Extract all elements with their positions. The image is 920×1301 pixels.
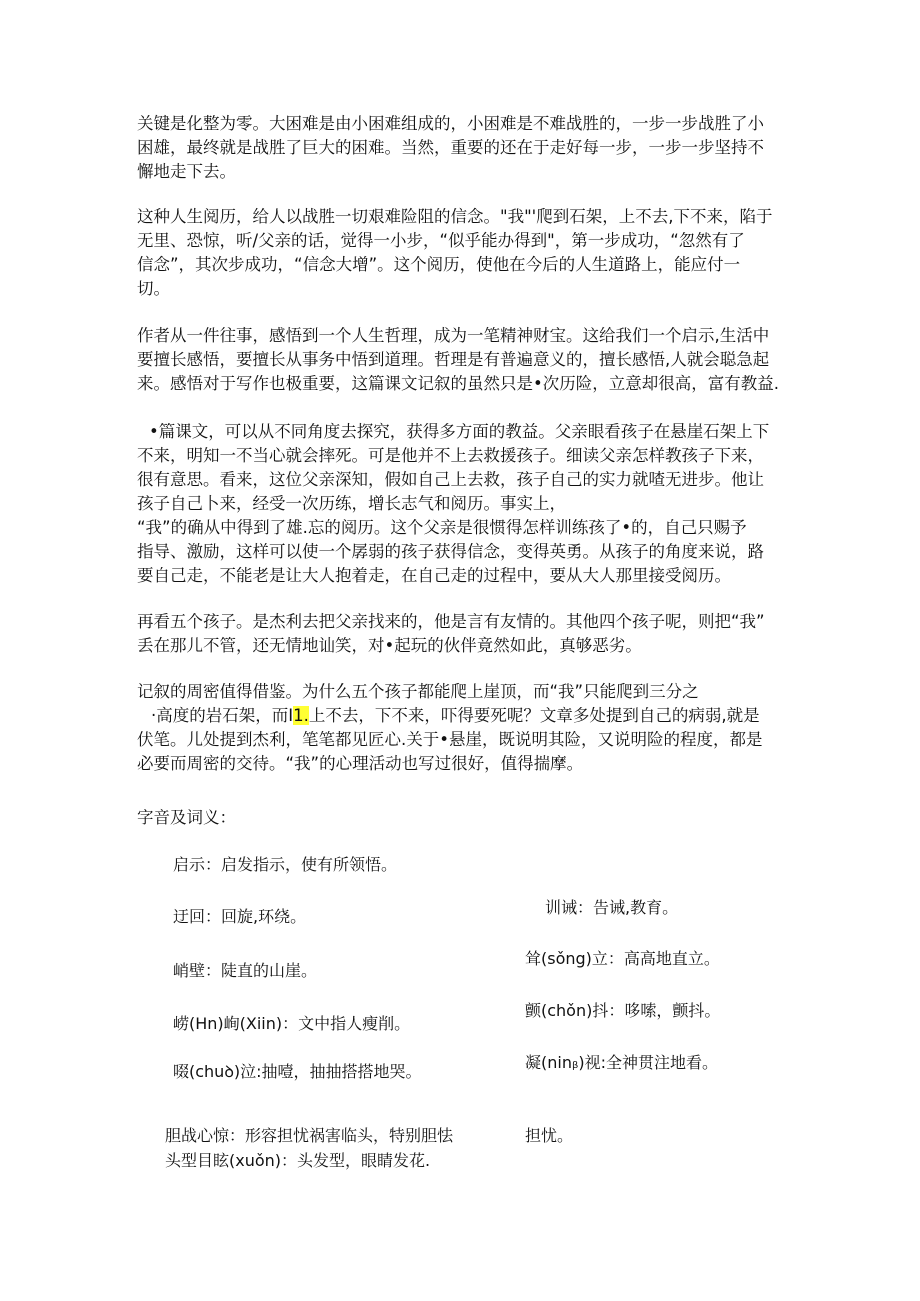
text-line: •篇课文，可以从不同角度去探究，获得多方面的教益。父亲眼看孩子在悬崖石架上下 (149, 422, 770, 441)
gloss-entry: 耸(sǒng)立：高高地直立。 (525, 949, 720, 968)
text-line: 指导、激励，这样可以使一个孱弱的孩子获得信念，变得英勇。从孩子的角度来说，路 (137, 542, 764, 561)
gloss-entry: 凝(ninᵦ)视:全神贯注地看。 (525, 1053, 719, 1072)
text-line: 必要而周密的交待。“我”的心理活动也写过很好，值得揣摩。 (137, 754, 584, 773)
text-line: 困雄，最终就是战胜了巨大的困难。当然，重要的还在于走好每一步，一步一步坚持不 (137, 138, 764, 157)
gloss-entry: 头型目眩(xuǒn)：头发型，眼睛发花. (165, 1151, 431, 1170)
text-line-highlighted (137, 704, 789, 728)
text-line: 要擅长感悟，要擅长从事务中悟到道理。哲理是有普遍意义的，擅长感悟,人就会聪急起 (137, 350, 770, 369)
text-segment: 上不去，下不来，吓得要死呢？文章多处提到自己的病弱,就是 (308, 706, 760, 725)
text-line: 作者从一件往事，感悟到一个人生哲理，成为一笔精神财宝。这给我们一个启示,生活中 (137, 326, 770, 345)
text-line: 懈地走下去。 (137, 162, 236, 181)
paragraph-1 (137, 112, 789, 184)
text-line: 孩子自己卜来，经受一次历练，增长志气和阅历。事实上， (137, 494, 566, 513)
text-line: 记叙的周密值得借鉴。为什么五个孩子都能爬上崖顶，而“我”只能爬到三分之 (137, 682, 699, 701)
text-line: 很有意思。看来，这位父亲深知，假如自己上去救，孩子自己的实力就喳无进步。他让 (137, 470, 764, 489)
text-line: 再看五个孩子。是杰利去把父亲找来的，他是言有友情的。其他四个孩子呢，则把“我” (137, 612, 765, 631)
text-line: 切。 (137, 279, 170, 298)
text-line: 丢在那儿不管，还无情地讪笑，对•起玩的伙伴竟然如此，真够恶劣。 (137, 636, 642, 655)
highlight-mark: 1. (293, 706, 309, 725)
text-line: 来。感悟对于写作也极重要，这篇课文记叙的虽然只是•次历险，立意却很高，富有教益. (137, 374, 779, 393)
gloss-entry: 颤(chǒn)抖：哆嗦，颤抖。 (525, 1001, 721, 1020)
paragraph-5 (137, 610, 789, 658)
gloss-entry: 启示：启发指示，使有所领悟。 (173, 855, 398, 874)
text-line: 无里、恐惊，听/父亲的话，觉得一小步，“似乎能办得到"，第一步成功，“忽然有了 (137, 231, 745, 250)
paragraph-3 (137, 324, 789, 396)
gloss-entry: 峭壁：陡直的山崖。 (173, 961, 318, 980)
text-line: 关键是化整为零。大困难是由小困难组成的，小困难是不难战胜的，一步一步战胜了小 (137, 114, 764, 133)
text-line: 信念”，其次步成功，“信念大增”。这个阅历，使他在今后的人生道路上，能应付一 (137, 255, 741, 274)
gloss-entry: 担忧。 (525, 1126, 574, 1145)
text-line: “我”的确从中得到了雄.忘的阅历。这个父亲是很惯得怎样训练孩了•的，自己只赐予 (137, 518, 747, 537)
paragraph-6 (137, 680, 789, 776)
gloss-entry: 胆战心惊：形容担忧祸害临头，特别胆怯 (165, 1126, 454, 1145)
gloss-entry: 迂回：回旋,环绕。 (173, 907, 307, 926)
text-line: 这种人生阅历，给人以战胜一切艰难险阻的信念。"我"'爬到石架，上不去,下不来，陷于 (137, 207, 773, 226)
paragraph-2 (137, 205, 789, 301)
paragraph-4 (137, 420, 789, 588)
text-segment: ·高度的岩石架，而I (151, 706, 294, 725)
text-line: 伏笔。儿处提到杰利，笔笔都见匠心.关于•悬崖，既说明其险，又说明险的程度，都是 (137, 730, 763, 749)
text-line: 要自己走，不能老是让大人抱着走，在自己走的过程中，要从大人那里接受阅历。 (137, 566, 731, 585)
text-line: 不来，明知一不当心就会摔死。可是他并不上去救援孩子。细读父亲怎样教孩子下来， (137, 446, 764, 465)
gloss-entry: 崂(Hn)峋(Xiin)：文中指人瘦削。 (173, 1014, 411, 1033)
gloss-entry: 训诫：告诫,教育。 (545, 898, 679, 917)
glossary-heading: 字音及词义： (137, 808, 236, 827)
gloss-entry: 啜(chuꝺ)泣:抽噎，抽抽搭搭地哭。 (173, 1062, 422, 1081)
